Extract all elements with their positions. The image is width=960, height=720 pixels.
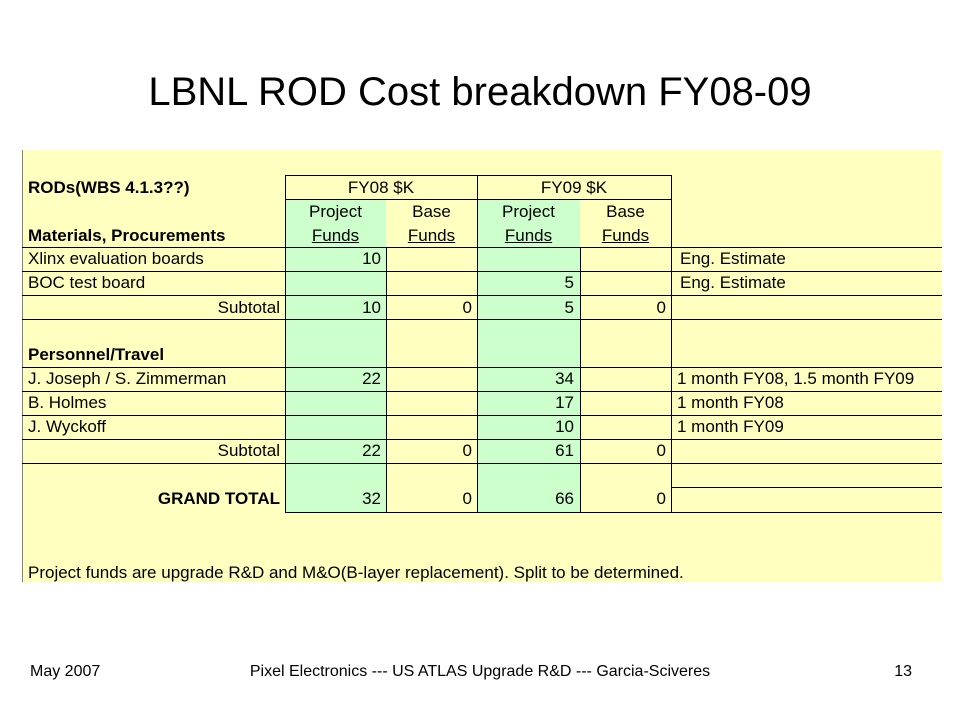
grid-line <box>671 175 672 513</box>
fy08-project-subtotal: 22 <box>362 441 381 460</box>
fy08-project-header-2: Funds <box>311 226 360 245</box>
subtotal-label: Subtotal <box>217 441 280 460</box>
row-label: B. Holmes <box>28 393 107 412</box>
fy09-project-value: 10 <box>555 417 574 436</box>
row-note: Eng. Estimate <box>680 249 786 268</box>
grid-line <box>580 247 581 513</box>
section-personnel: Personnel/Travel <box>28 345 165 364</box>
fy09-project-subtotal: 5 <box>564 298 574 317</box>
fy09-base-header-1: Base <box>606 202 645 221</box>
fy09-project-grand-total: 66 <box>555 489 574 508</box>
row-label: J. Joseph / S. Zimmerman <box>28 369 227 388</box>
row-note: Eng. Estimate <box>680 273 786 292</box>
fy08-base-header-1: Base <box>412 202 451 221</box>
fy09-project-value: 34 <box>555 369 574 388</box>
row-label: J. Wyckoff <box>28 417 106 436</box>
grid-line <box>22 415 942 416</box>
grid-line <box>285 199 671 200</box>
subtotal-label: Subtotal <box>217 298 280 317</box>
fy09-project-header-1: Project <box>502 202 555 221</box>
grid-line <box>671 487 942 488</box>
grid-line <box>22 463 942 464</box>
fy09-project-header-2: Funds <box>504 226 553 245</box>
fy09-base-subtotal: 0 <box>656 298 666 317</box>
fy09-project-value: 5 <box>564 273 574 292</box>
fy09-project-value: 17 <box>555 393 574 412</box>
fy08-project-grand-total: 32 <box>362 489 381 508</box>
fy08-header: FY08 $K <box>347 178 415 197</box>
grid-line <box>285 175 671 176</box>
fy08-project-value: 22 <box>362 369 381 388</box>
slide-title: LBNL ROD Cost breakdown FY08-09 <box>148 70 812 114</box>
grid-line <box>22 247 942 248</box>
grid-line <box>22 439 942 440</box>
fy08-base-subtotal: 0 <box>462 298 472 317</box>
table-title: RODs(WBS 4.1.3??) <box>28 178 190 197</box>
grid-line <box>285 512 942 513</box>
grid-line <box>285 175 286 513</box>
section-materials: Materials, Procurements <box>28 226 226 245</box>
grid-line <box>22 319 942 320</box>
fy08-project-value: 10 <box>362 249 381 268</box>
grid-line <box>22 367 942 368</box>
fy08-base-grand-total: 0 <box>462 489 472 508</box>
fy09-base-subtotal: 0 <box>656 441 666 460</box>
footer-center: Pixel Electronics --- US ATLAS Upgrade R&D --- Garcia-Sciveres <box>249 663 711 680</box>
footer-page-number: 13 <box>894 663 912 680</box>
grid-line <box>22 271 942 272</box>
fy08-base-header-2: Funds <box>407 226 456 245</box>
row-note: 1 month FY09 <box>677 417 784 436</box>
grid-line <box>386 247 387 513</box>
grid-line <box>22 295 942 296</box>
row-note: 1 month FY08 <box>677 393 784 412</box>
footnote: Project funds are upgrade R&D and M&O(B-layer replacement). Split to be determined. <box>28 563 684 582</box>
grid-line <box>22 391 942 392</box>
fy08-base-subtotal: 0 <box>462 441 472 460</box>
grid-line <box>477 175 478 513</box>
cost-spreadsheet <box>22 150 942 582</box>
row-label: BOC test board <box>28 273 146 292</box>
footer-date: May 2007 <box>30 663 101 680</box>
row-label: Xlinx evaluation boards <box>28 249 204 268</box>
sheet-left-border <box>22 150 23 582</box>
fy09-base-grand-total: 0 <box>656 489 666 508</box>
grand-total-label: GRAND TOTAL <box>157 489 280 508</box>
fy09-project-subtotal: 61 <box>555 441 574 460</box>
row-note: 1 month FY08, 1.5 month FY09 <box>677 369 915 388</box>
fy08-project-header-1: Project <box>309 202 362 221</box>
fy08-project-subtotal: 10 <box>362 298 381 317</box>
fy09-header: FY09 $K <box>540 178 608 197</box>
fy09-base-header-2: Funds <box>601 226 650 245</box>
